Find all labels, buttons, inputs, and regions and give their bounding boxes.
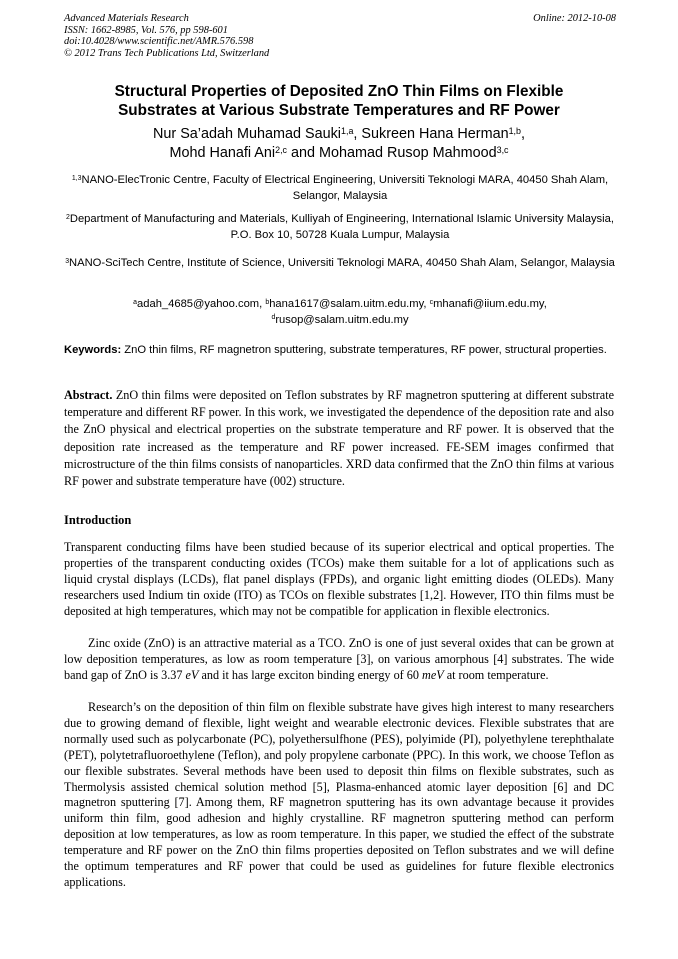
keywords-text: ZnO thin films, RF magnetron sputtering, substrate temperatures, RF power, structural properties.	[121, 344, 607, 356]
author-name: Mohd Hanafi Ani	[169, 145, 276, 161]
affiliation-sup: 2	[66, 213, 70, 221]
paper-title: Structural Properties of Deposited ZnO Thin Films on Flexible Substrates at Various Substrate Temperatures and RF Power	[114, 83, 564, 119]
affiliation-text: NANO-SciTech Centre, Institute of Science, Universiti Teknologi MARA, 40450 Shah Alam, Selangor, Malaysia	[69, 257, 615, 269]
affiliation-text: Department of Manufacturing and Materials, Kulliyah of Engineering, International Islamic University Malaysia, P.O. Box 10, 50728 Kuala Lumpur, Malaysia	[69, 213, 614, 241]
unit-mev: meV	[422, 667, 444, 682]
author-name: Mohamad Rusop Mahmood	[319, 145, 497, 161]
affiliation	[64, 212, 616, 243]
affiliation-text: NANO-ElecTronic Centre, Faculty of Electrical Engineering, Universiti Teknologi MARA, 40450 Shah Alam, Selangor, Malaysia	[81, 174, 609, 202]
paragraph	[64, 540, 614, 620]
email-list	[64, 297, 616, 328]
email-link[interactable]: adah_4685@yahoo.com,	[137, 298, 266, 310]
paragraph-text: Research’s on the deposition of thin film on flexible substrate have gives high interest to many researchers due to growing demand of flexible, light weight and wearable electronic devices. Flexible substrates that are normally used such as polycarbonate (PC), polyethersulfhone (PES), polyimide (PI), polyethylene terephthalate (PET), polytetrafluoroethylene (Teflon), and poly propylene carbonate (PPC). In this work, we choose Teflon as our flexible substrates. Several methods have been used to deposit thin films on flexible substrates, such as Thermolysis assisted chemical solution method [5], Plasma-enhanced atomic layer deposition [6] and DC magnetron sputtering [7]. Among them, RF magnetron sputtering has its own advantage because it provides uniform thin film, good adhesion and highly crystalline. RF magnetron sputtering method can perform deposition at low temperatures, as low as room temperature. In this paper, we studied the effect of the substrate temperature and RF power on the ZnO thin films properties deposited on Teflon substrates and we will define the optimum temperatures and RF power that could be used as guidelines for future flexible electronics applications.	[64, 700, 614, 889]
abstract	[64, 387, 614, 490]
journal-name: Advanced Materials Research	[64, 13, 189, 24]
email-link[interactable]: mhanafi@iium.edu.my,	[433, 298, 547, 310]
author-sup: 2,c	[275, 144, 287, 155]
affiliation	[64, 256, 616, 272]
unit-ev: eV	[185, 667, 199, 682]
online-date: Online: 2012-10-08	[533, 13, 616, 24]
email-sup: d	[271, 314, 276, 322]
affiliation-sup: 3	[65, 257, 70, 265]
copyright-line: © 2012 Trans Tech Publications Ltd, Switzerland	[64, 47, 270, 59]
abstract-label: Abstract.	[64, 388, 113, 402]
keywords-label: Keywords:	[64, 344, 122, 356]
author-separator: and	[287, 145, 320, 161]
paragraph	[64, 700, 614, 891]
keywords	[64, 343, 614, 358]
affiliation	[64, 173, 616, 204]
email-sup: b	[265, 298, 270, 306]
email-link[interactable]: rusop@salam.uitm.edu.my	[275, 313, 409, 326]
email-sup: c	[429, 298, 434, 306]
paragraph-text: Zinc oxide (ZnO) is an attractive material as a TCO. ZnO is one of just several oxides that can be grown at low deposition temperatures, as low as room temperature [3], on various amorphous [4] substrates. The wide band gap of ZnO is 3.37	[64, 636, 614, 682]
paragraph-text: at room temperature.	[443, 667, 549, 682]
author-separator: ,	[353, 126, 362, 142]
paragraph-text: Transparent conducting films have been studied because of its superior electrical and optical properties. The properties of the transparent conducting oxides (TCOs) make them suitable for a lot of applications such as liquid crystal displays (LCDs), flat panel displays (FPDs), and organic light emitting diodes (OLEDs). Many researchers used Indium tin oxide (ITO) as TCOs on flexible substrates [1,2]. However, ITO thin films must be deposited at high temperatures, which may not be compatible for application in flexible electronics.	[64, 540, 614, 618]
doi-line: doi:10.4028/www.scientific.net/AMR.576.598	[64, 36, 254, 48]
affiliation-sup: 1,3	[71, 174, 82, 182]
email-link[interactable]: hana1617@salam.uitm.edu.my,	[269, 298, 430, 310]
author-sup: 3,c	[496, 144, 509, 155]
paragraph-text: and it has large exciton binding energy of 60	[198, 667, 423, 682]
email-sup: a	[133, 298, 138, 306]
author-name: Nur Sa’adah Muhamad Sauki	[153, 126, 342, 142]
author-list	[80, 125, 598, 163]
author-sup: 1,b	[508, 125, 521, 136]
abstract-text: ZnO thin films were deposited on Teflon substrates by RF magnetron sputtering at different substrate temperature and different RF power. In this work, we investigated the dependence of the deposition rate and also the ZnO physical and electrical properties on the substrate temperature and RF power. It is observed that the deposition rate increased as the temperature and RF power increased. FE-SEM images confirmed that microstructure of the thin films consists of nanoparticles. XRD data confirmed that the ZnO thin films at various RF power and substrate temperature have (002) structure.	[64, 388, 614, 489]
author-sup: 1,a	[341, 125, 354, 136]
author-separator: ,	[520, 126, 525, 142]
section-heading-introduction: Introduction	[64, 513, 132, 527]
issn-line: ISSN: 1662-8985, Vol. 576, pp 598-601	[64, 24, 228, 36]
author-name: Sukreen Hana Herman	[361, 126, 509, 142]
journal-header	[64, 13, 616, 59]
paragraph	[64, 636, 614, 684]
